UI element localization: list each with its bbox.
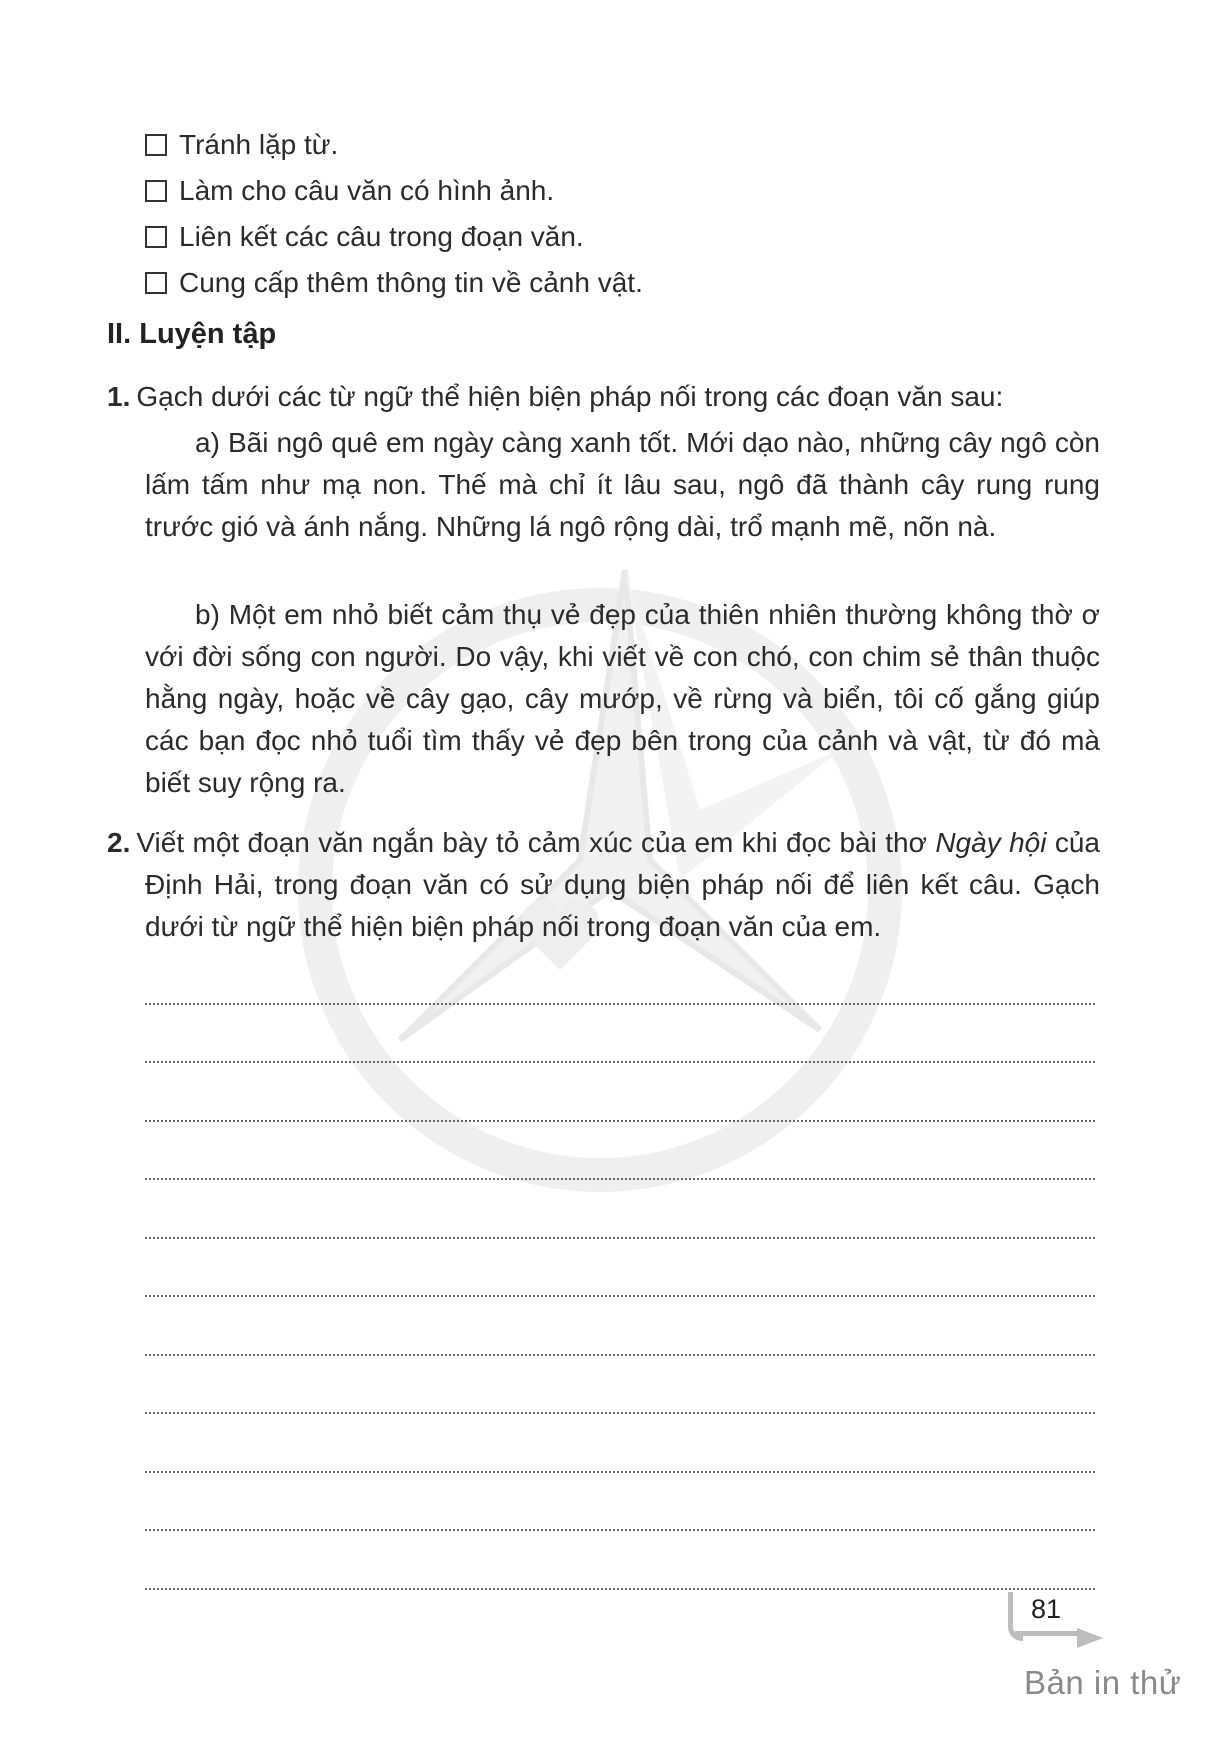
answer-line[interactable] — [145, 1077, 1095, 1136]
checkbox-option[interactable] — [145, 168, 643, 214]
checkbox-option[interactable] — [145, 260, 643, 306]
checkbox-option[interactable] — [145, 122, 643, 168]
checkbox-icon[interactable] — [145, 226, 167, 248]
answer-line[interactable] — [145, 1487, 1095, 1546]
exercise-number: 1. — [107, 381, 131, 412]
exercise-1-paragraph-b: b) Một em nhỏ biết cảm thụ vẻ đẹp của thiên nhiên thường không thờ ơ với đời sống con người. Do vậy, khi viết về con chó, con chim sẻ thân thuộc hằng ngày, hoặc về cây gạo, cây mướp, về rừng và biển, tôi cố gắng giúp các bạn đọc nhỏ tuổi tìm thấy vẻ đẹp bên trong của cảnh và vật, từ đó mà biết suy rộng ra. — [145, 599, 1100, 798]
exercise-text-before: Viết một đoạn văn ngắn bày tỏ cảm xúc của em khi đọc bài thơ — [136, 827, 936, 858]
exercise-1-prompt — [107, 376, 1107, 418]
page-arrow-line — [1015, 1631, 1079, 1636]
checkbox-icon[interactable] — [145, 272, 167, 294]
checkbox-label: Tránh lặp từ. — [179, 129, 339, 160]
exercise-2-prompt — [107, 822, 1100, 948]
checkbox-label: Cung cấp thêm thông tin về cảnh vật. — [179, 267, 643, 298]
checkbox-option[interactable] — [145, 214, 643, 260]
page-number-badge — [1005, 1592, 1115, 1652]
poem-title: Ngày hội — [935, 827, 1047, 858]
checkbox-icon[interactable] — [145, 134, 167, 156]
answer-line[interactable] — [145, 1253, 1095, 1312]
checkbox-label: Liên kết các câu trong đoạn văn. — [179, 221, 584, 252]
page-number: 81 — [1031, 1594, 1062, 1624]
answer-line[interactable] — [145, 960, 1095, 1019]
answer-line[interactable] — [145, 1545, 1095, 1604]
exercise-1-paragraph-a: a) Bãi ngô quê em ngày càng xanh tốt. Mới dạo nào, những cây ngô còn lấm tấm như mạ non. Thế mà chỉ ít lâu sau, ngô đã thành cây rung rung trước gió và ánh nắng. Những lá ngô rộng dài, trổ mạnh mẽ, nõn nà. — [145, 427, 1100, 542]
arrow-right-icon — [1077, 1628, 1103, 1648]
exercise-prompt-text: Gạch dưới các từ ngữ thể hiện biện pháp nối trong các đoạn văn sau: — [136, 381, 1004, 412]
checkbox-options — [145, 122, 643, 306]
answer-line[interactable] — [145, 1019, 1095, 1078]
answer-line[interactable] — [145, 1428, 1095, 1487]
answer-line[interactable] — [145, 1194, 1095, 1253]
checkbox-label: Làm cho câu văn có hình ảnh. — [179, 175, 555, 206]
answer-line[interactable] — [145, 1370, 1095, 1429]
answer-lines[interactable] — [145, 960, 1095, 1604]
answer-line[interactable] — [145, 1136, 1095, 1195]
exercise-number: 2. — [107, 827, 131, 858]
exercise-text-after: của Định Hải, trong đoạn văn có sử dụng biện pháp nối để liên kết câu. Gạch dưới từ ngữ thể hiện biện pháp nối trong đoạn văn của em. — [145, 827, 1100, 942]
checkbox-icon[interactable] — [145, 180, 167, 202]
answer-line[interactable] — [145, 1311, 1095, 1370]
draft-label: Bản in thử — [1024, 1664, 1182, 1701]
section-heading: II. Luyện tập — [107, 318, 277, 350]
